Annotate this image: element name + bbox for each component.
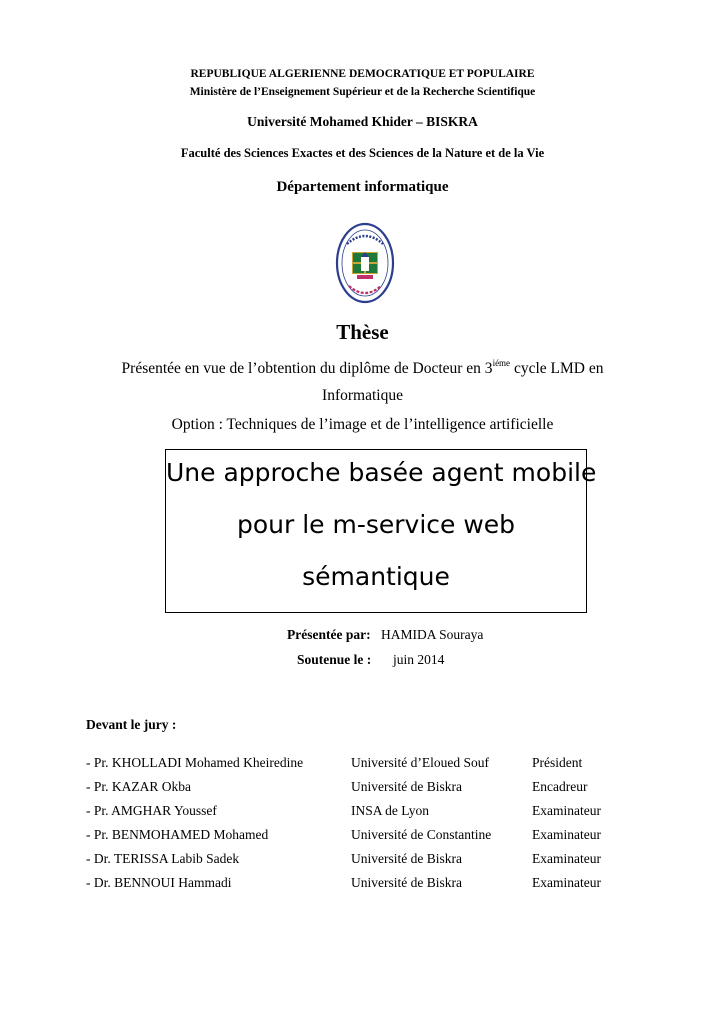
jury-member-role: Examinateur	[532, 875, 601, 890]
republic-heading: REPUBLIQUE ALGERIENNE DEMOCRATIQUE ET POPULAIRE	[190, 68, 535, 80]
jury-member-institution: INSA de Lyon	[351, 803, 430, 818]
jury-row	[0, 755, 725, 777]
jury-member-role: Examinateur	[532, 851, 601, 866]
jury-row	[0, 827, 725, 849]
jury-member-name: - Dr. TERISSA Labib Sadek	[86, 851, 240, 866]
option-line: Option : Techniques de l’image et de l’intelligence artificielle	[171, 416, 554, 433]
thesis-title-box	[165, 449, 597, 613]
jury-row	[0, 779, 725, 801]
faculty-heading: Faculté des Sciences Exactes et des Sciences de la Nature et de la Vie	[180, 146, 545, 160]
author-label: Présentée par:	[287, 627, 371, 642]
jury-member-role: Examinateur	[532, 827, 601, 842]
jury-heading: Devant le jury :	[86, 717, 177, 732]
jury-member-institution: Université de Biskra	[351, 851, 462, 866]
thesis-title-line: sémantique	[302, 562, 450, 591]
defense-date: juin 2014	[393, 652, 445, 667]
jury-member-name: - Dr. BENNOUI Hammadi	[86, 875, 232, 890]
jury-member-name: - Pr. KHOLLADI Mohamed Kheiredine	[86, 755, 304, 770]
thesis-title-line: Une approche basée agent mobile	[166, 458, 597, 487]
author-name: HAMIDA Souraya	[381, 627, 484, 642]
jury-member-role: Président	[532, 755, 583, 770]
university-seal-icon	[335, 222, 395, 304]
jury-member-institution: Université de Biskra	[351, 779, 462, 794]
jury-member-role: Encadreur	[532, 779, 588, 794]
thesis-heading: Thèse	[336, 320, 389, 344]
department-heading: Département informatique	[276, 179, 449, 195]
jury-member-role: Examinateur	[532, 803, 601, 818]
university-heading: Université Mohamed Khider – BISKRA	[247, 114, 478, 129]
jury-row	[0, 803, 725, 825]
jury-member-name: - Pr. AMGHAR Youssef	[86, 803, 217, 818]
thesis-title-line: pour le m-service web	[236, 510, 516, 539]
jury-member-institution: Université de Biskra	[351, 875, 462, 890]
degree-statement: Présentée en vue de l’obtention du diplôme de Docteur en $3^{iéme}$ cycle LMD en	[121, 358, 604, 377]
jury-row	[0, 875, 725, 897]
jury-row	[0, 851, 725, 873]
degree-field: Informatique	[322, 387, 403, 404]
defense-label: Soutenue le :	[297, 652, 372, 667]
jury-member-name: - Pr. KAZAR Okba	[86, 779, 191, 794]
jury-member-institution: Université de Constantine	[351, 827, 492, 842]
jury-member-name: - Pr. BENMOHAMED Mohamed	[86, 827, 269, 842]
jury-member-institution: Université d’Eloued Souf	[351, 755, 489, 770]
ministry-heading: Ministère de l’Enseignement Supérieur et de la Recherche Scientifique	[189, 86, 536, 98]
